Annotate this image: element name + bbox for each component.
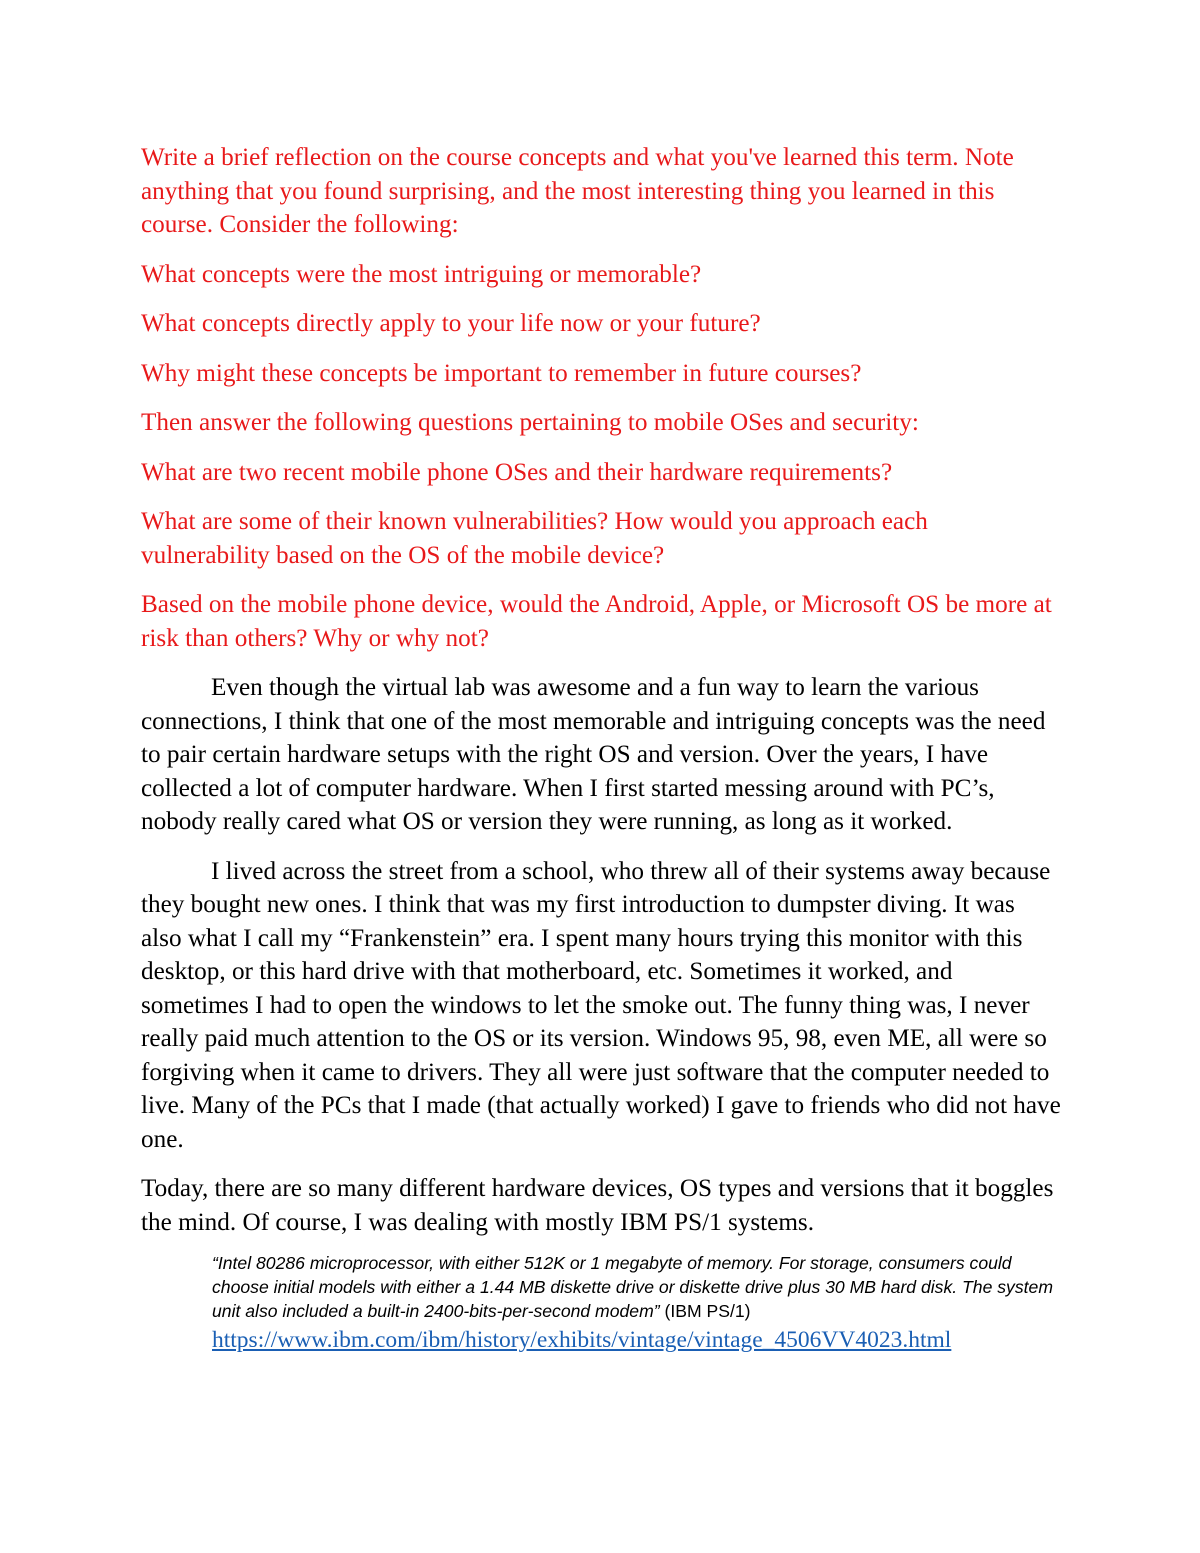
assignment-question-7: Based on the mobile phone device, would the Android, Apple, or Microsoft OS be more at risk than others? Why or why not?	[141, 591, 1052, 652]
citation-source: (IBM PS/1)	[659, 1301, 751, 1321]
assignment-intro: Write a brief reflection on the course concepts and what you've learned this term. Note anything that you found surprising, and the most interesting thing you learned in this course. Consider the following:	[141, 144, 1014, 238]
assignment-question-1: What concepts were the most intriguing or memorable?	[141, 260, 702, 288]
assignment-question-3: Why might these concepts be important to remember in future courses?	[141, 359, 862, 387]
assignment-section-heading: Then answer the following questions pertaining to mobile OSes and security:	[141, 409, 919, 436]
assignment-question-6: What are some of their known vulnerabilities? How would you approach each vulnerability based on the OS of the mobile device?	[141, 508, 928, 569]
assignment-question-5: What are two recent mobile phone OSes and their hardware requirements?	[141, 458, 893, 486]
answer-paragraph-1: Even though the virtual lab was awesome and a fun way to learn the various connections, I think that one of the most memorable and intriguing concepts was the need to pair certain hardware setups with the right OS and version. Over the years, I have collected a lot of computer hardware. When I first started messing around with PC’s, nobody really cared what OS or version they were running, as long as it worked.	[141, 674, 1046, 835]
document-page	[141, 141, 1061, 1358]
answer-paragraph-2: I lived across the street from a school, who threw all of their systems away because they bought new ones. I think that was my first introduction to dumpster diving. It was also what I call my “Frankenstein” era. I spent many hours trying this monitor with this desktop, or this hard drive with that motherboard, etc. Sometimes it worked, and sometimes I had to open the windows to let the smoke out. The funny thing was, I never really paid much attention to the OS or its version. Windows 95, 98, even ME, all were so forgiving when it came to drivers. They all were just software that the computer needed to live. Many of the PCs that I made (that actually worked) I gave to friends who did not have one.	[141, 857, 1061, 1153]
answer-paragraph-3: Today, there are so many different hardware devices, OS types and versions that it boggles the mind. Of course, I was dealing with mostly IBM PS/1 systems.	[141, 1175, 1054, 1236]
citation-quote	[212, 1251, 1057, 1323]
citation-block	[212, 1251, 1057, 1358]
citation-quote-text: “Intel 80286 microprocessor, with either 512K or 1 megabyte of memory. For storage, consumers could choose initial models with either a 1.44 MB diskette drive or diskette drive plus 30 MB hard disk. The system unit also included a built-in 2400-bits-per-second modem”	[212, 1253, 1053, 1321]
citation-link[interactable]: https://www.ibm.com/ibm/history/exhibits/vintage/vintage_4506VV4023.html	[212, 1327, 952, 1353]
assignment-question-2: What concepts directly apply to your life now or your future?	[141, 310, 761, 337]
